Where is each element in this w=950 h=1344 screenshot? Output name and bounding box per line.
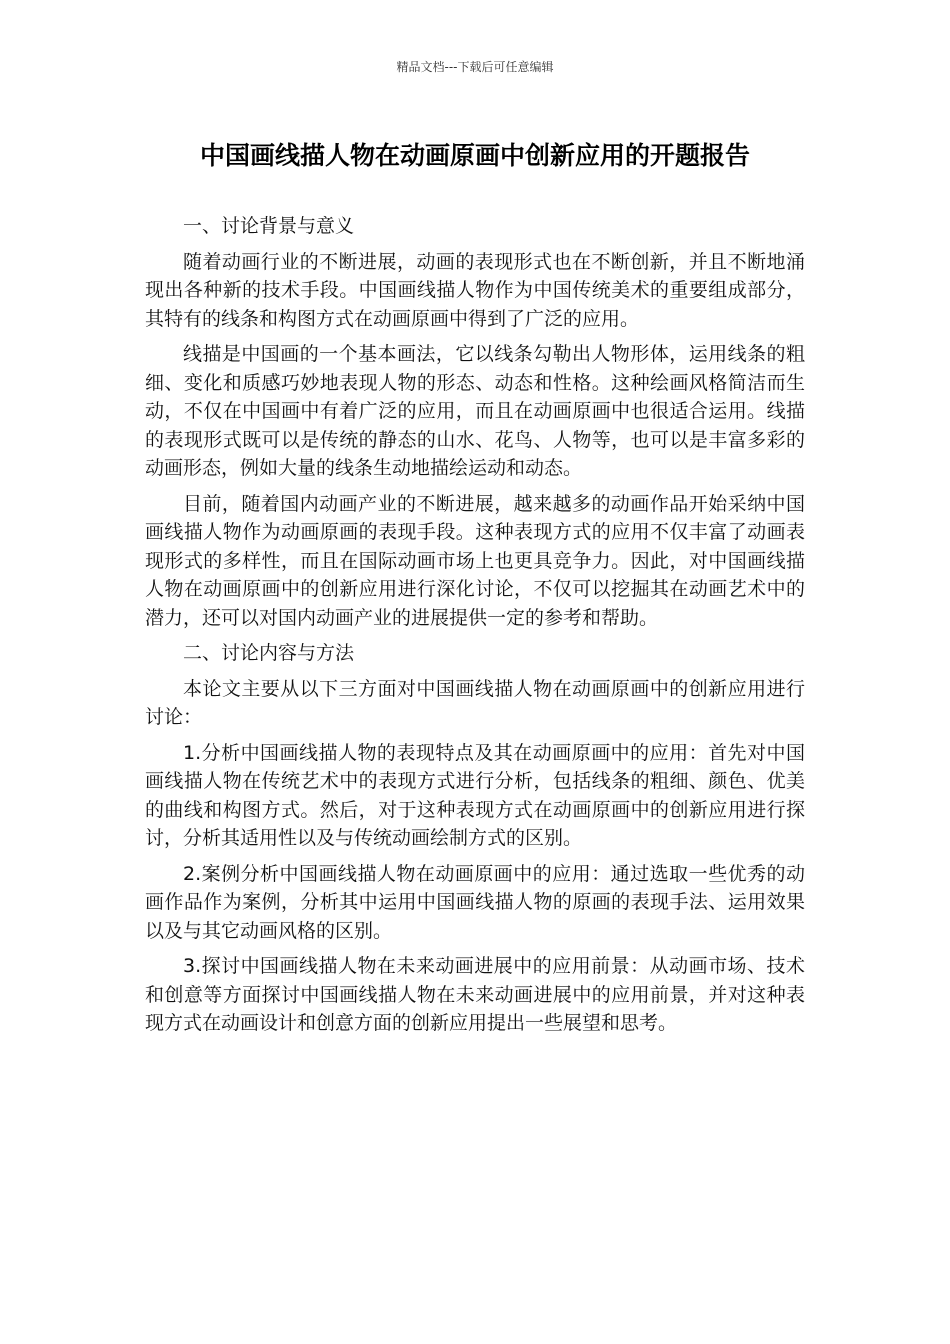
list-item-paragraph: 2.案例分析中国画线描人物在动画原画中的应用：通过选取一些优秀的动画作品作为案例，分析其中运用中国画线描人物的原画的表现手法、运用效果以及与其它动画风格的区别。: [145, 862, 805, 942]
page-header-note: 精品文档---下载后可任意编辑: [396, 60, 554, 74]
body-paragraph: 本论文主要从以下三方面对中国画线描人物在动画原画中的创新应用进行讨论：: [145, 677, 805, 728]
list-item-paragraph: 3.探讨中国画线描人物在未来动画进展中的应用前景：从动画市场、技术和创意等方面探讨中国画线描人物在未来动画进展中的应用前景，并对这种表现方式在动画设计和创意方面的创新应用提出一些展望和思考。: [145, 955, 805, 1034]
list-item-paragraph: 1.分析中国画线描人物的表现特点及其在动画原画中的应用：首先对中国画线描人物在传统艺术中的表现方式进行分析，包括线条的粗细、颜色、优美的曲线和构图方式。然后，对于这种表现方式在动画原画中的创新应用进行探讨，分析其适用性以及与传统动画绘制方式的区别。: [145, 741, 805, 849]
document-title: 中国画线描人物在动画原画中创新应用的开题报告: [199, 141, 750, 170]
body-paragraph: 线描是中国画的一个基本画法，它以线条勾勒出人物形体，运用线条的粗细、变化和质感巧妙地表现人物的形态、动态和性格。这种绘画风格简洁而生动，不仅在中国画中有着广泛的应用，而且在动画原画中也很适合运用。线描的表现形式既可以是传统的静态的山水、花鸟、人物等，也可以是丰富多彩的动画形态，例如大量的线条生动地描绘运动和动态。: [145, 343, 805, 479]
body-paragraph: 随着动画行业的不断进展，动画的表现形式也在不断创新，并且不断地涌现出各种新的技术手段。中国画线描人物作为中国传统美术的重要组成部分，其特有的线条和构图方式在动画原画中得到了广泛的应用。: [145, 250, 805, 330]
document-body: [145, 212, 805, 1045]
section-heading-background: 一、讨论背景与意义: [183, 215, 355, 237]
section-heading-content-method: 二、讨论内容与方法: [183, 642, 355, 664]
body-paragraph: 目前，随着国内动画产业的不断进展，越来越多的动画作品开始采纳中国画线描人物作为动画原画的表现手段。这种表现方式的应用不仅丰富了动画表现形式的多样性，而且在国际动画市场上也更具竞争力。因此，对中国画线描人物在动画原画中的创新应用进行深化讨论，不仅可以挖掘其在动画艺术中的潜力，还可以对国内动画产业的进展提供一定的参考和帮助。: [145, 492, 805, 629]
